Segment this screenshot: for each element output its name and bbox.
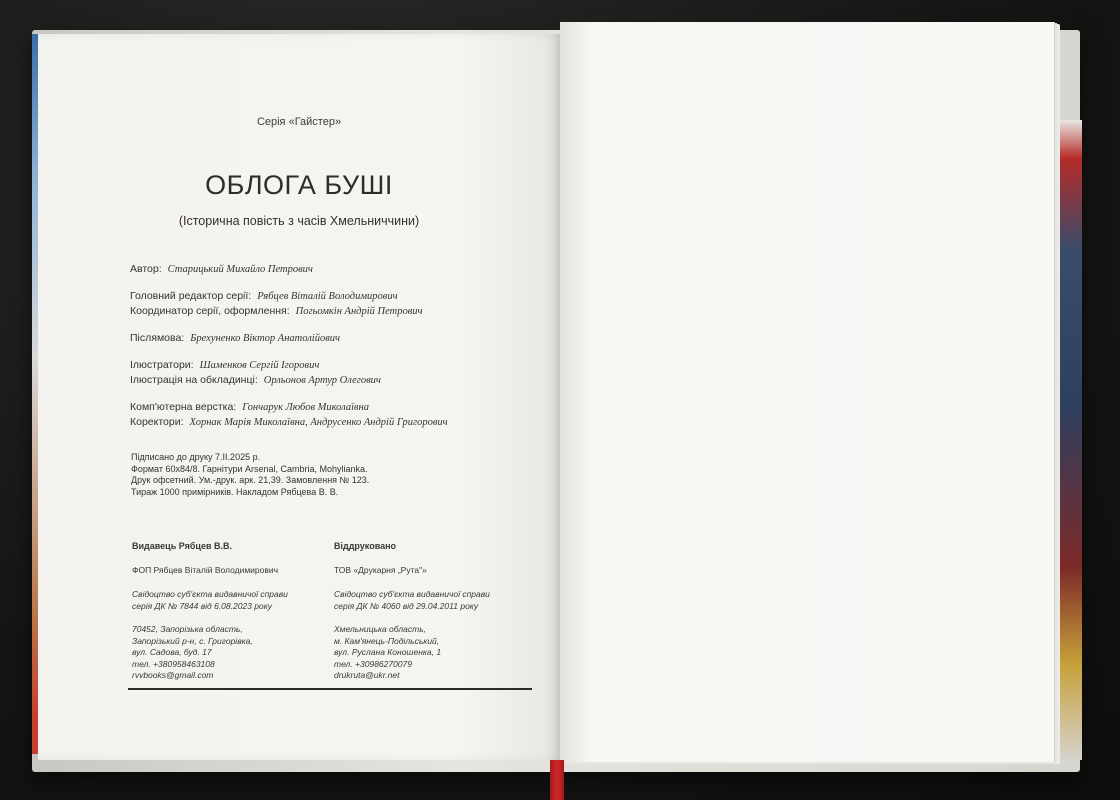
- book-subtitle: (Історична повість з часів Хмельниччини): [178, 214, 420, 228]
- credit-afterword: [130, 331, 540, 346]
- series-name: Серія «Гайстер»: [256, 116, 342, 128]
- email-line: rvvbooks@gmail.com: [132, 670, 214, 680]
- credit-label: Координатор серії, оформлення:: [130, 305, 290, 317]
- print-line: Друк офсетний. Ум.-друк. арк. 21,39. Замовлення № 123.: [131, 475, 370, 486]
- credit-cover-illustration: [130, 373, 540, 388]
- print-line: Тираж 1000 примірників. Накладом Рябцева В. В.: [131, 486, 339, 497]
- bookmark-ribbon: [550, 760, 564, 800]
- publisher-name: ФОП Рябцев Віталій Володимирович: [132, 565, 279, 575]
- credit-label: Післямова:: [130, 332, 185, 344]
- certificate-line: Свідоцтво суб'єкта видавничої справи: [334, 589, 490, 599]
- certificate-line: серія ДК № 7844 від 6.08.2023 року: [132, 600, 272, 611]
- publisher-certificate: [132, 589, 332, 612]
- printer-address: [334, 624, 534, 682]
- credit-label: Ілюстратори:: [130, 359, 194, 371]
- address-line: Запорізький р-н, с. Григорівка,: [132, 635, 253, 646]
- credit-label: Головний редактор серії:: [130, 290, 252, 302]
- credit-value: Брехуненко Віктор Анатолійович: [190, 333, 341, 344]
- address-line: вул. Руслана Коношенка, 1: [334, 647, 442, 657]
- printer-certificate: [334, 589, 534, 612]
- credit-label: Автор:: [130, 263, 162, 275]
- credit-value: Шаменков Сергій Ігорович: [199, 360, 320, 371]
- book-title: ОБЛОГА БУШІ: [205, 170, 393, 200]
- credit-value: Старицький Михайло Петрович: [167, 264, 313, 275]
- email-line: drukruta@ukr.net: [334, 670, 400, 680]
- credit-value: Орльонов Артур Олегович: [263, 375, 381, 386]
- credit-author: [130, 262, 540, 277]
- printer-name: ТОВ «Друкарня „Рута"»: [334, 565, 427, 575]
- address-line: вул. Садова, буд. 17: [132, 647, 212, 657]
- print-line: Підписано до друку 7.II.2025 р.: [131, 452, 261, 462]
- credits-list: [130, 262, 540, 430]
- publisher-heading: Видавець Рябцев В.В.: [132, 541, 233, 551]
- phone-line: тел. +30986270079: [334, 658, 413, 669]
- credit-value: Гончарук Любов Миколаївна: [242, 402, 370, 413]
- print-details: [131, 452, 511, 498]
- print-line: Формат 60х84/8. Гарнітури Arsenal, Cambria, Mohylianka.: [131, 463, 368, 474]
- credit-label: Ілюстрація на обкладинці:: [130, 374, 258, 386]
- credit-illustrators: [130, 358, 540, 373]
- phone-line: тел. +380958463108: [132, 658, 215, 669]
- certificate-line: серія ДК № 4060 від 29.04.2011 року: [334, 600, 479, 611]
- credit-value: Погьомкін Андрій Петрович: [295, 306, 423, 317]
- publisher-address: [132, 624, 332, 682]
- credit-label: Комп'ютерна верстка:: [130, 401, 237, 413]
- address-line: м. Кам'янець-Подільський,: [334, 635, 440, 646]
- address-line: Хмельницька область,: [334, 624, 427, 634]
- credit-value: Хорнак Марія Миколаївна, Андрусенко Андрій Григорович: [189, 417, 448, 428]
- credit-layout: [130, 400, 540, 415]
- credit-value: Рябцев Віталій Володимирович: [257, 291, 398, 302]
- publisher-imprint: [132, 541, 332, 682]
- printer-heading: Віддруковано: [334, 541, 397, 551]
- printer-imprint: [334, 541, 534, 682]
- cover-edge-right: [1060, 120, 1082, 760]
- credit-coordinator: [130, 304, 540, 319]
- credit-proofreaders: [130, 415, 540, 430]
- credit-label: Коректори:: [130, 416, 184, 428]
- certificate-line: Свідоцтво суб'єкта видавничої справи: [132, 589, 288, 599]
- bottom-rule: [128, 688, 532, 690]
- address-line: 70452, Запорізька область,: [132, 624, 243, 634]
- credit-chief-editor: [130, 289, 540, 304]
- right-page-blank: [560, 22, 1054, 762]
